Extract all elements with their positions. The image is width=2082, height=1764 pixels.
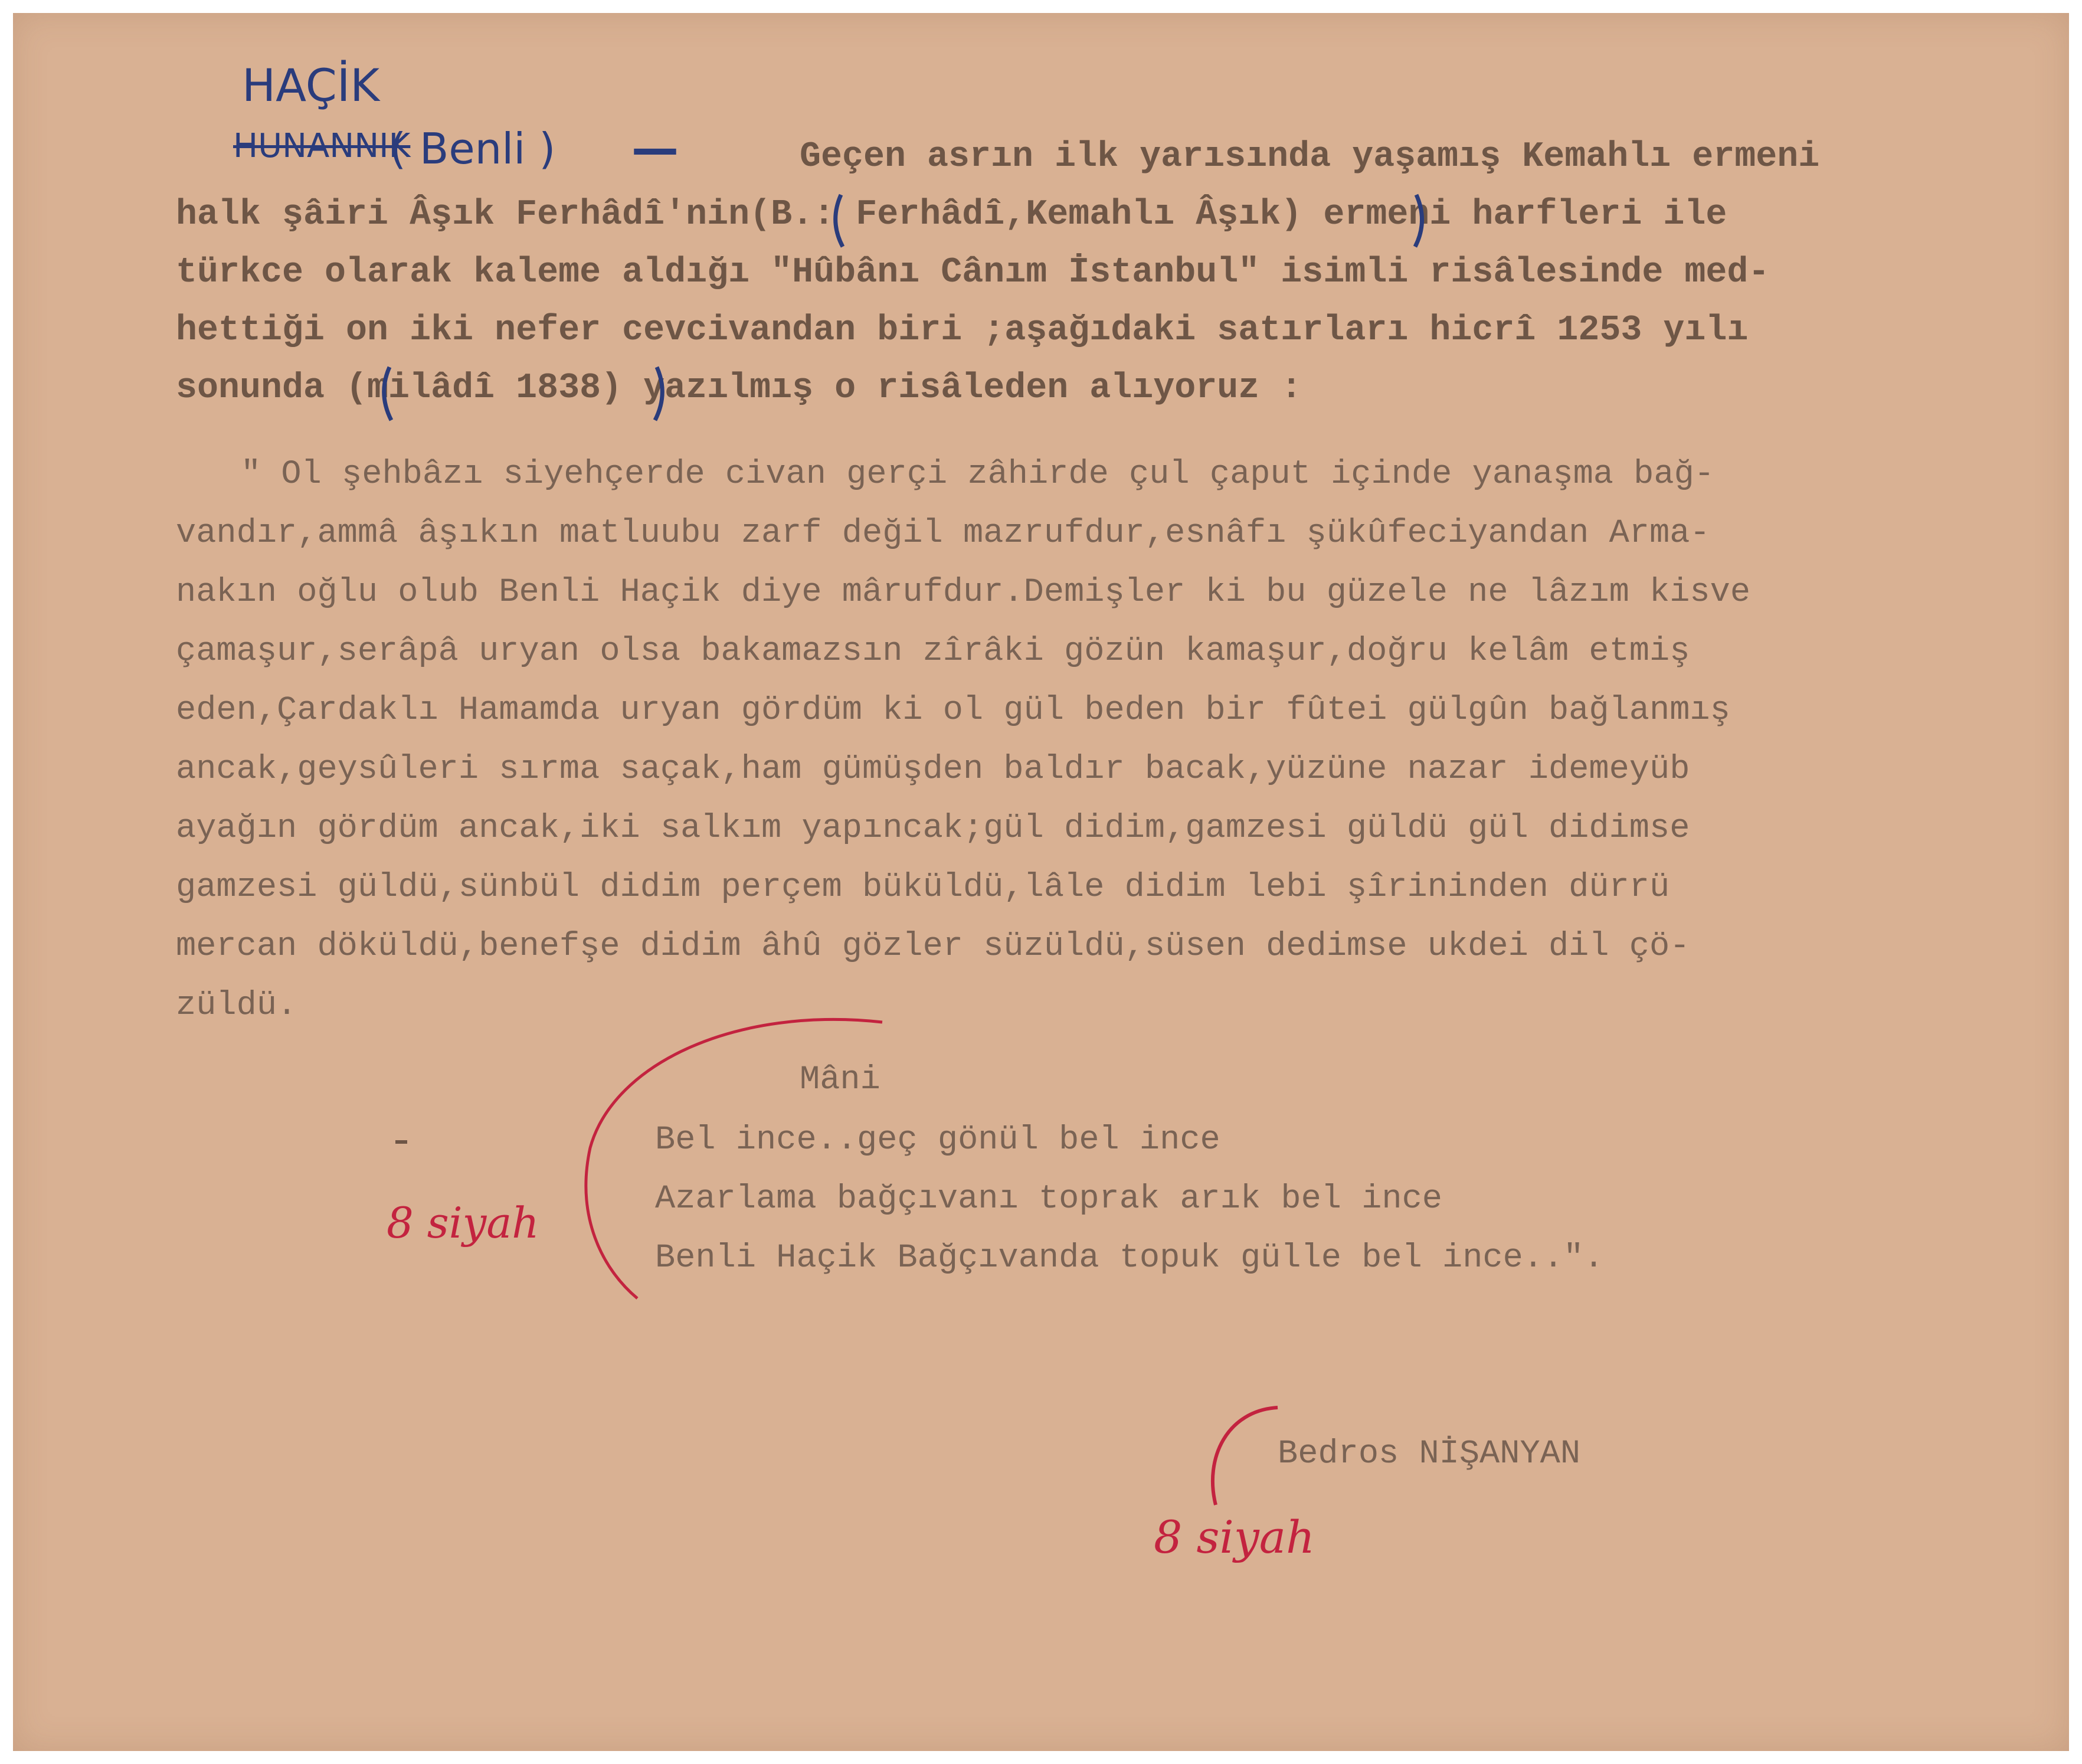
blue-bracket [384, 367, 391, 420]
quote-line: ancak,geysûleri sırma saçak,ham gümüşden baldır bacak,yüzüne nazar idemeyüb [176, 751, 1690, 788]
intro-line: hettiği on iki nefer cevcivandan biri ;aşağıdaki satırları hicrî 1253 yılı [176, 310, 1749, 351]
intro-line: sonunda (milâdî 1838) yazılmış o risâleden alıyoruz : [176, 368, 1302, 408]
quote-line: nakın oğlu olub Benli Haçik diye mârufdur.Demişler ki bu güzele ne lâzım kisve [176, 574, 1751, 611]
handwritten-name: HAÇİK [242, 59, 380, 112]
quote-line: ayağın gördüm ancak,iki salkım yapıncak;gül didim,gamzesi güldü gül didimse [176, 810, 1690, 847]
blue-bracket [1415, 195, 1422, 247]
quote-line: mercan döküldü,benefşe didim âhû gözler süzüldü,süsen dedimse ukdei dil çö- [176, 928, 1690, 966]
quote-line: gamzesi güldü,sünbül didim perçem büküldü,lâle didim lebi şîrininden dürrü [176, 869, 1670, 906]
blue-bracket [655, 367, 662, 420]
poem-line: Bel ince..geç gönül bel ince [655, 1121, 1220, 1159]
poem-line: Azarlama bağçıvanı toprak arık bel ince [655, 1180, 1443, 1218]
red-annotation-poem: 8 siyah [387, 1198, 539, 1248]
poem-line: Benli Haçik Bağçıvanda topuk gülle bel ince..". [655, 1239, 1604, 1277]
red-bracket [586, 1019, 882, 1298]
intro-line: halk şâiri Âşık Ferhâdî'nin(B.: Ferhâdî,Kemahlı Âşık) ermeni harfleri ile [176, 195, 1727, 235]
poem-title: Mâni [800, 1061, 880, 1099]
crossed-out-word: HUNANNIK [233, 127, 411, 165]
red-bracket [1213, 1408, 1278, 1505]
quote-line: " Ol şehbâzı siyehçerde civan gerçi zâhirde çul çaput içinde yanaşma bağ- [241, 456, 1715, 493]
handwritten-nickname: ( Benli ) [389, 124, 556, 174]
quote-line: çamaşur,serâpâ uryan olsa bakamazsın zîrâki gözün kamaşur,doğru kelâm etmiş [176, 633, 1690, 670]
blue-bracket [836, 195, 843, 247]
author-signature: Bedros NİŞANYAN [1278, 1435, 1581, 1473]
intro-line: türkce olarak kaleme aldığı "Hûbânı Cânım İstanbul" isimli risâlesinde med- [176, 253, 1770, 293]
entry-dash: — [631, 121, 679, 176]
quote-line: eden,Çardaklı Hamamda uryan gördüm ki ol gül beden bir fûtei gülgûn bağlanmış [176, 692, 1730, 729]
red-annotation-signature: 8 siyah [1154, 1511, 1315, 1563]
quote-line: vandır,ammâ âşıkın matluubu zarf değil mazrufdur,esnâfı şükûfeciyandan Arma- [176, 515, 1710, 552]
quote-line: züldü. [176, 987, 297, 1025]
intro-line: Geçen asrın ilk yarısında yaşamış Kemahlı ermeni [800, 137, 1820, 177]
